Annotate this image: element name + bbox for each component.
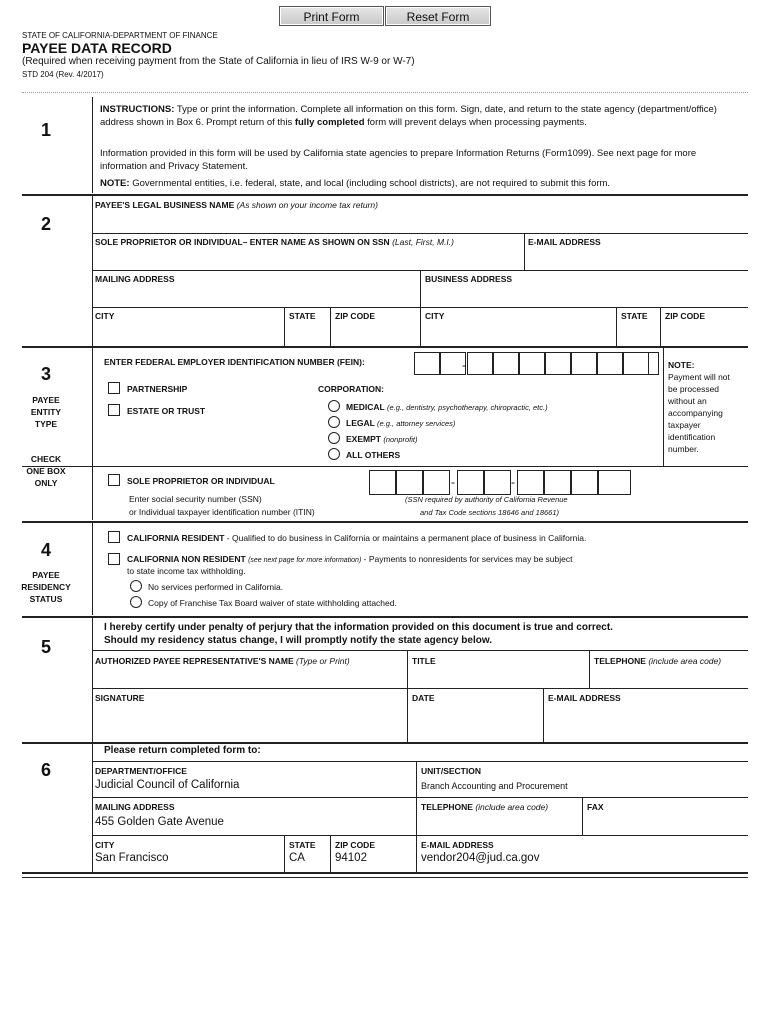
- row-divider: [92, 688, 748, 689]
- sole-proprietor-label: SOLE PROPRIETOR OR INDIVIDUAL: [127, 476, 275, 486]
- form-subtitle: (Required when receiving payment from the State of California in lieu of IRS W-9 or W-7): [22, 56, 415, 67]
- instructions-body: Type or print the information. Complete all information on this form. Sign, date, and return to the state agency (department/office) address shown in Box 6. Prompt return of this: [100, 104, 717, 128]
- legal-label: LEGAL (e.g., attorney services): [346, 418, 456, 428]
- col-divider: [582, 797, 583, 835]
- fein-digit-input[interactable]: [545, 352, 571, 375]
- return-mailing-address-value: 455 Golden Gate Avenue: [95, 816, 224, 828]
- return-zip-code-label: ZIP CODE: [335, 840, 375, 850]
- unit-section-value: Branch Accounting and Procurement: [421, 781, 568, 791]
- note-line: Payment will not: [668, 372, 730, 382]
- col-divider: [660, 307, 661, 346]
- side-label: PAYEE: [32, 395, 60, 405]
- side-label: ONE BOX: [26, 466, 66, 476]
- note-heading: NOTE:: [668, 360, 695, 370]
- representative-telephone-label: TELEPHONE (include area code): [594, 656, 722, 666]
- section-2-number: 2: [40, 214, 51, 234]
- side-label: ONLY: [34, 478, 58, 488]
- sole-proprietor-checkbox[interactable]: [108, 474, 120, 486]
- row-divider: [92, 307, 748, 308]
- title-label: TITLE: [412, 656, 436, 666]
- row-divider: [92, 466, 748, 467]
- form-title: PAYEE DATA RECORD: [22, 40, 172, 56]
- side-label: PAYEE: [32, 570, 60, 580]
- fein-label: ENTER FEDERAL EMPLOYER IDENTIFICATION NUMBER (FEIN):: [104, 357, 365, 367]
- withholding-note: to state income tax withholding.: [127, 566, 246, 576]
- instructions-body-end: form will prevent delays when processing payments.: [364, 117, 587, 128]
- ssn-digit-input[interactable]: [423, 470, 450, 495]
- fein-digit-input[interactable]: [623, 352, 649, 375]
- sec3-divider: [92, 348, 93, 520]
- representative-email-label: E-MAIL ADDRESS: [548, 693, 621, 703]
- california-resident-checkbox[interactable]: [108, 531, 120, 543]
- return-state-value: CA: [289, 852, 305, 864]
- return-instruction: Please return completed form to:: [104, 745, 261, 756]
- sec4-top-border: [22, 521, 748, 523]
- sole-proprietor-name-label: SOLE PROPRIETOR OR INDIVIDUAL– ENTER NAME AS SHOWN ON SSN (Last, First, M.I.): [95, 237, 454, 247]
- note-label: NOTE:: [100, 178, 130, 189]
- no-services-radio[interactable]: [130, 580, 142, 592]
- state-label: STATE: [289, 311, 316, 321]
- return-city-label: CITY: [95, 840, 115, 850]
- business-city-label: CITY: [425, 311, 445, 321]
- col-divider: [284, 307, 285, 346]
- fein-dash: -: [462, 358, 466, 372]
- row-divider: [92, 650, 748, 651]
- section-6-number: 6: [40, 760, 51, 780]
- ssn-digit-input[interactable]: [369, 470, 396, 495]
- col-divider: [616, 307, 617, 346]
- col-divider: [543, 688, 544, 742]
- note-line: taxpayer: [668, 420, 701, 430]
- print-form-button[interactable]: Print Form: [279, 6, 384, 26]
- ssn-requirement-note: and Tax Code sections 18646 and 18661): [420, 508, 559, 517]
- ssn-digit-input[interactable]: [457, 470, 484, 495]
- note-divider: [663, 348, 664, 466]
- fein-digit-input[interactable]: [519, 352, 545, 375]
- side-label: ENTITY: [30, 407, 62, 417]
- signature-label: SIGNATURE: [95, 693, 145, 703]
- all-others-radio[interactable]: [328, 448, 340, 460]
- row-divider: [92, 233, 748, 234]
- ssn-digit-input[interactable]: [598, 470, 631, 495]
- fax-label: FAX: [587, 802, 604, 812]
- header-divider: [22, 92, 748, 93]
- section-1-number: 1: [40, 120, 51, 140]
- zip-code-label: ZIP CODE: [335, 311, 375, 321]
- sec5-divider: [92, 618, 93, 742]
- fein-digit-input[interactable]: [571, 352, 597, 375]
- note-line: without an: [668, 396, 707, 406]
- return-email-label: E-MAIL ADDRESS: [421, 840, 494, 850]
- legal-business-name-label: PAYEE'S LEGAL BUSINESS NAME (As shown on your income tax return): [95, 200, 378, 210]
- ssn-requirement-note: (SSN required by authority of California Revenue: [405, 495, 568, 504]
- sec2-divider: [92, 196, 93, 346]
- sec3-top-border: [22, 346, 748, 348]
- return-state-label: STATE: [289, 840, 316, 850]
- itin-instruction: or Individual taxpayer identification number (ITIN): [129, 507, 315, 517]
- sec1-divider: [92, 97, 93, 193]
- ssn-dash: -: [451, 475, 455, 489]
- ftb-waiver-label: Copy of Franchise Tax Board waiver of state withholding attached.: [148, 598, 397, 608]
- no-services-label: No services performed in California.: [148, 582, 284, 592]
- col-divider: [284, 835, 285, 872]
- side-label: STATUS: [29, 594, 63, 604]
- col-divider: [416, 761, 417, 872]
- department-office-value: Judicial Council of California: [95, 779, 240, 791]
- medical-label: MEDICAL (e.g., dentistry, psychotherapy, chiropractic, etc.): [346, 402, 548, 412]
- all-others-label: ALL OTHERS: [346, 450, 401, 460]
- col-divider: [330, 307, 331, 346]
- return-email-value: vendor204@jud.ca.gov: [421, 852, 540, 864]
- col-divider: [420, 270, 421, 346]
- section-5-number: 5: [40, 637, 51, 657]
- ssn-digit-input[interactable]: [517, 470, 544, 495]
- sec5-top-border: [22, 616, 748, 618]
- row-divider: [92, 761, 748, 762]
- information-text: Information provided in this form will be used by California state agencies to prepare Information Returns (Form1099). See next page for more information and Privacy Statement.: [100, 148, 697, 172]
- ssn-digit-input[interactable]: [484, 470, 511, 495]
- fully-completed-text: fully completed: [294, 117, 365, 128]
- return-mailing-address-label: MAILING ADDRESS: [95, 802, 175, 812]
- california-nonresident-checkbox[interactable]: [108, 553, 120, 565]
- residency-change-statement: Should my residency status change, I will promptly notify the state agency below.: [104, 635, 493, 646]
- form-bottom-border: [22, 877, 748, 878]
- ssn-instruction: Enter social security number (SSN): [129, 494, 262, 504]
- payee-email-label: E-MAIL ADDRESS: [528, 237, 601, 247]
- medical-radio[interactable]: [328, 400, 340, 412]
- instructions-label: INSTRUCTIONS:: [100, 104, 175, 115]
- city-label: CITY: [95, 311, 115, 321]
- col-divider: [330, 835, 331, 872]
- california-nonresident-label: CALIFORNIA NON RESIDENT (see next page for more information) - Payments to nonresidents for services may be subject: [127, 554, 573, 564]
- instructions-text: [100, 103, 745, 129]
- note-line: number.: [668, 444, 699, 454]
- return-city-value: San Francisco: [95, 852, 169, 864]
- partnership-checkbox[interactable]: [108, 382, 120, 394]
- business-state-label: STATE: [621, 311, 648, 321]
- estate-or-trust-label: ESTATE OR TRUST: [127, 406, 206, 416]
- note-line: be processed: [668, 384, 720, 394]
- col-divider: [589, 650, 590, 688]
- sec6-top-border: [22, 742, 748, 744]
- corporation-label: CORPORATION:: [318, 384, 384, 394]
- side-divider: [22, 466, 92, 467]
- ssn-digit-input[interactable]: [544, 470, 571, 495]
- return-telephone-label: TELEPHONE (include area code): [421, 802, 549, 812]
- section-3-number: 3: [40, 364, 51, 384]
- form-bottom-border: [22, 872, 748, 874]
- certification-statement: I hereby certify under penalty of perjury that the information provided on this document is true and correct.: [104, 622, 613, 633]
- fein-end-cell: [649, 352, 659, 375]
- fein-digit-input[interactable]: [493, 352, 519, 375]
- note-body: Governmental entities, i.e. federal, state, and local (including school districts), are not required to submit this form.: [129, 178, 611, 189]
- california-resident-label: CALIFORNIA RESIDENT - Qualified to do business in California or maintains a permanent place of business in California.: [127, 533, 587, 543]
- row-divider: [92, 797, 748, 798]
- note-text: [100, 177, 745, 190]
- business-zip-code-label: ZIP CODE: [665, 311, 705, 321]
- note-line: identification: [668, 432, 716, 442]
- representative-name-label: AUTHORIZED PAYEE REPRESENTATIVE'S NAME (Type or Print): [95, 656, 350, 666]
- sec6-divider: [92, 744, 93, 872]
- business-address-label: BUSINESS ADDRESS: [425, 274, 513, 284]
- ssn-dash: -: [511, 475, 515, 489]
- fein-digit-input[interactable]: [467, 352, 493, 375]
- return-zip-code-value: 94102: [335, 852, 367, 864]
- mailing-address-label: MAILING ADDRESS: [95, 274, 175, 284]
- department-heading: STATE OF CALIFORNIA-DEPARTMENT OF FINANCE: [22, 31, 218, 40]
- fein-digit-input[interactable]: [597, 352, 623, 375]
- date-label: DATE: [412, 693, 435, 703]
- estate-or-trust-checkbox[interactable]: [108, 404, 120, 416]
- fein-digit-input[interactable]: [414, 352, 440, 375]
- department-office-label: DEPARTMENT/OFFICE: [95, 766, 187, 776]
- row-divider: [92, 835, 748, 836]
- legal-radio[interactable]: [328, 416, 340, 428]
- exempt-label: EXEMPT (nonprofit): [346, 434, 418, 444]
- sec2-top-border: [22, 194, 748, 196]
- unit-section-label: UNIT/SECTION: [421, 766, 481, 776]
- ssn-digit-input[interactable]: [571, 470, 598, 495]
- side-label: CHECK: [30, 454, 62, 464]
- ssn-digit-input[interactable]: [396, 470, 423, 495]
- col-divider: [407, 650, 408, 742]
- side-label: RESIDENCY: [21, 582, 71, 592]
- section-4-number: 4: [40, 540, 51, 560]
- partnership-label: PARTNERSHIP: [127, 384, 188, 394]
- col-divider: [524, 233, 525, 270]
- ftb-waiver-radio[interactable]: [130, 596, 142, 608]
- form-number: STD 204 (Rev. 4/2017): [22, 70, 104, 79]
- side-label: TYPE: [34, 419, 58, 429]
- sec4-divider: [92, 523, 93, 615]
- exempt-radio[interactable]: [328, 432, 340, 444]
- reset-form-button[interactable]: Reset Form: [385, 6, 491, 26]
- note-line: accompanying: [668, 408, 723, 418]
